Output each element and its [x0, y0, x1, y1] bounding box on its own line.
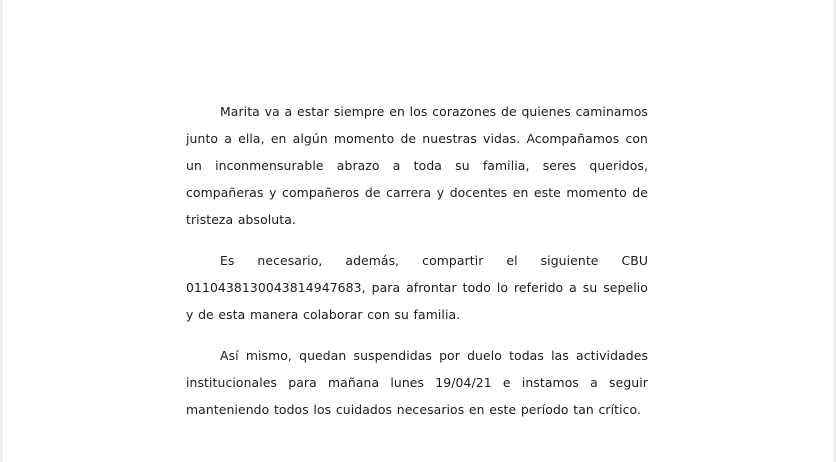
paragraph-1: Marita va a estar siempre en los corazones de quienes caminamos junto a ella, en algún momento de nuestras vidas. Acompañamos con un inconmensurable abrazo a toda su familia, seres queridos, compañeras y compañeros de carrera y docentes en este momento de tristeza absoluta.	[186, 104, 648, 227]
page-left-edge	[0, 0, 3, 462]
document-text-block	[186, 98, 648, 423]
paragraph-2: Es necesario, además, compartir el siguiente CBU 0110438130043814947683, para afrontar todo lo referido a su sepelio y de esta manera colaborar con su familia.	[186, 253, 648, 322]
paragraph-3: Así mismo, quedan suspendidas por duelo todas las actividades institucionales para mañana lunes 19/04/21 e instamos a seguir manteniendo todos los cuidados necesarios en este período tan crítico.	[186, 348, 648, 417]
